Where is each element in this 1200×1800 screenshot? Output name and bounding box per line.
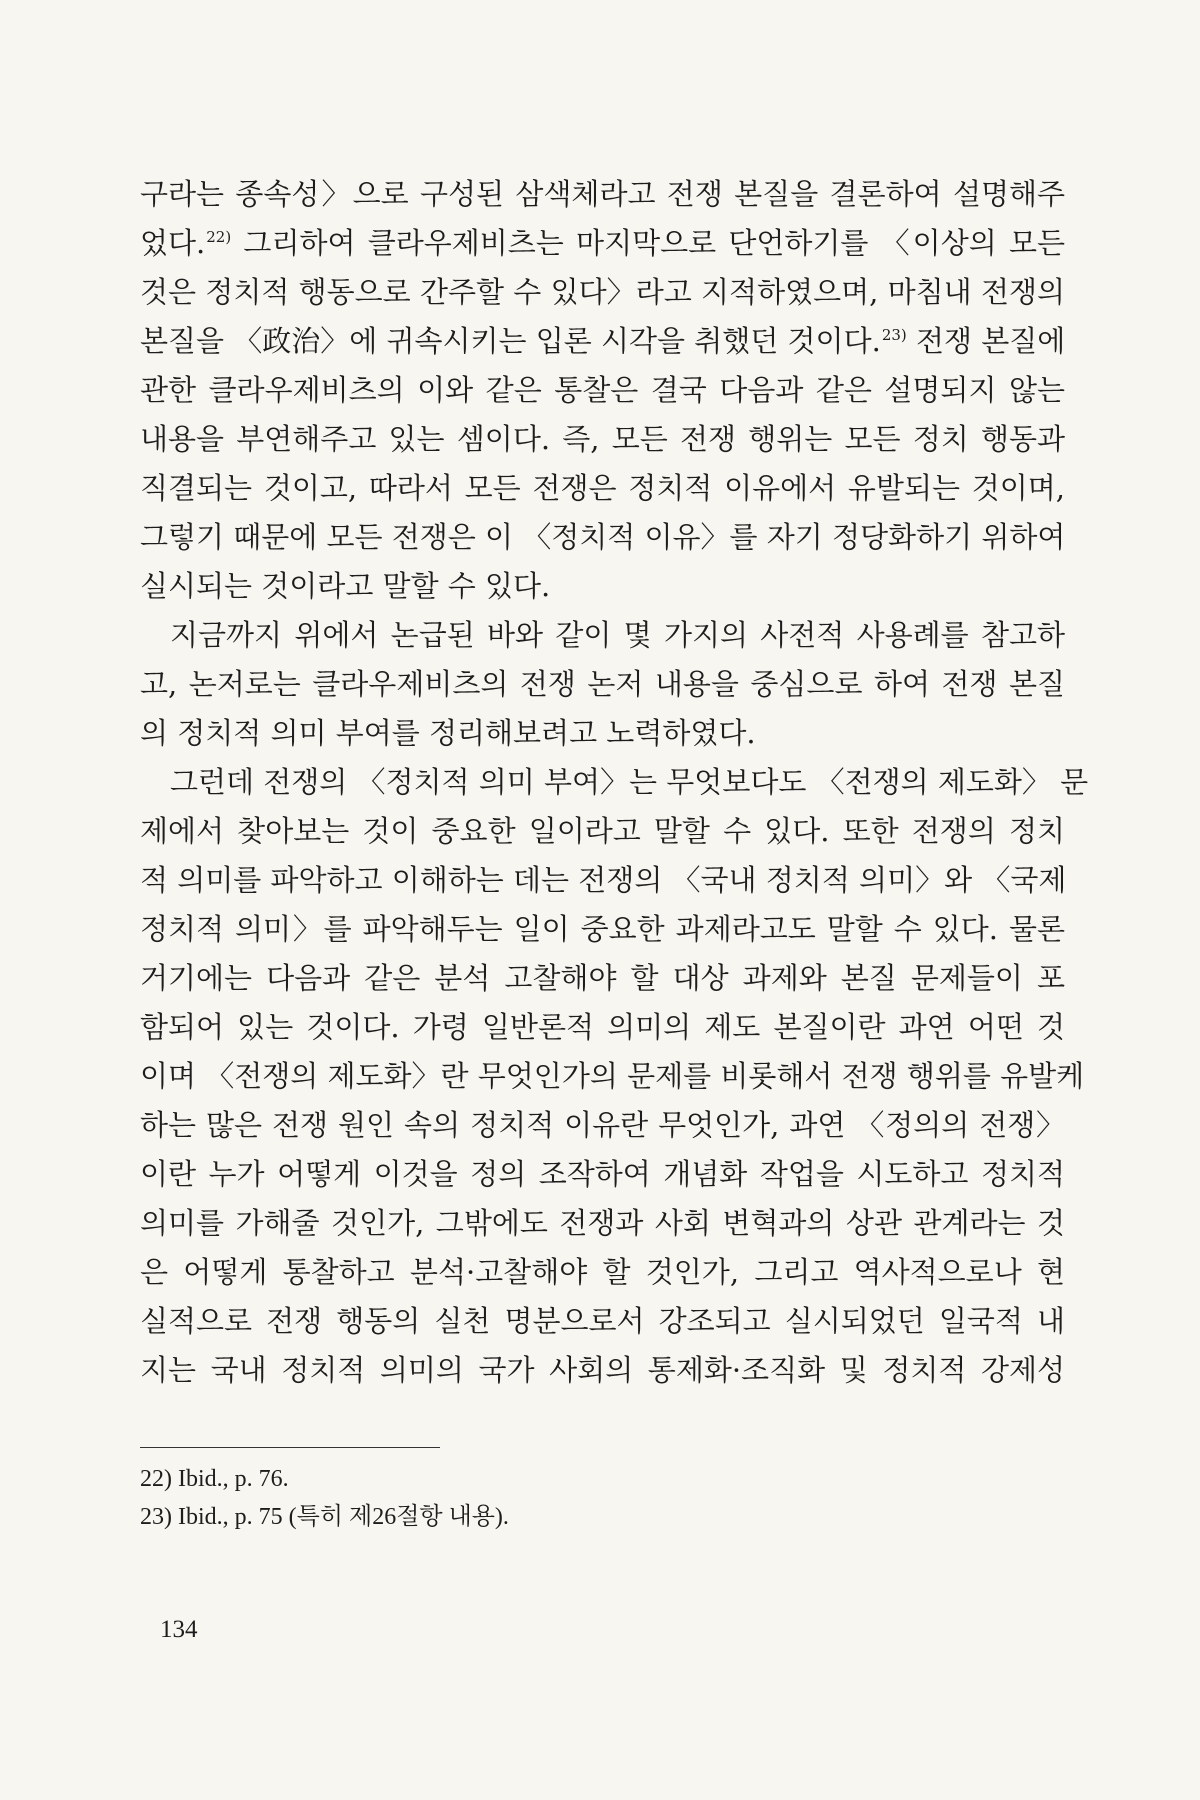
paragraph-1 (140, 170, 1065, 611)
body-text (140, 170, 1089, 1395)
paragraph-2 (140, 611, 1065, 758)
text-line: 그렇기 때문에 모든 전쟁은 이 〈정치적 이유〉를 자기 정당화하기 위하여 (140, 520, 1066, 554)
text-line: 지금까지 위에서 논급된 바와 같이 몇 가지의 사전적 사용례를 참고하 (170, 618, 1065, 652)
text-line: 지는 국내 정치적 의미의 국가 사회의 통제화·조직화 및 정치적 강제성 (140, 1353, 1065, 1387)
text-line: 의미를 가해줄 것인가, 그밖에도 전쟁과 사회 변혁과의 상관 관계라는 것 (140, 1206, 1065, 1240)
text-line: 이란 누가 어떻게 이것을 정의 조작하여 개념화 작업을 시도하고 정치적 (140, 1157, 1065, 1191)
text-line: 정치적 의미〉를 파악해두는 일이 중요한 과제라고도 말할 수 있다. 물론 (140, 912, 1065, 946)
text-line: 고, 논저로는 클라우제비츠의 전쟁 논저 내용을 중심으로 하여 전쟁 본질 (140, 667, 1065, 701)
footnote-divider (140, 1447, 440, 1448)
footnote-ref-22[interactable]: 22) (206, 228, 232, 247)
text-line: 구라는 종속성〉으로 구성된 삼색체라고 전쟁 본질을 결론하여 설명해주 (140, 177, 1065, 211)
text-line: 것은 정치적 행동으로 간주할 수 있다〉라고 지적하였으며, 마침내 전쟁의 (140, 275, 1065, 309)
text-line: 함되어 있는 것이다. 가령 일반론적 의미의 제도 본질이란 과연 어떤 것 (140, 1010, 1065, 1044)
footnote-22: 22) Ibid., p. 76. (140, 1466, 289, 1492)
page-number: 134 (160, 1616, 198, 1643)
text-line: 실적으로 전쟁 행동의 실천 명분으로서 강조되고 실시되었던 일국적 내 (140, 1304, 1065, 1338)
text-line: 내용을 부연해주고 있는 셈이다. 즉, 모든 전쟁 행위는 모든 정치 행동과 (140, 422, 1065, 456)
text-line (140, 219, 1065, 268)
text-line: 이며 〈전쟁의 제도화〉란 무엇인가의 문제를 비롯해서 전쟁 행위를 유발케 (140, 1059, 1085, 1093)
text-segment: 그리하여 클라우제비츠는 마지막으로 단언하기를 〈이상의 모든 (231, 226, 1065, 260)
footnote-ref-23[interactable]: 23) (881, 326, 907, 345)
text-line: 의 정치적 의미 부여를 정리해보려고 노력하였다. (140, 716, 756, 750)
text-segment: 전쟁 본질에 (906, 324, 1066, 358)
text-line: 관한 클라우제비츠의 이와 같은 통찰은 결국 다음과 같은 설명되지 않는 (140, 373, 1065, 407)
footnote-23: 23) Ibid., p. 75 (특히 제26절항 내용). (140, 1504, 509, 1530)
text-line: 제에서 찾아보는 것이 중요한 일이라고 말할 수 있다. 또한 전쟁의 정치 (140, 814, 1065, 848)
text-line (140, 317, 1065, 366)
text-segment: 었다. (140, 226, 206, 260)
text-line: 적 의미를 파악하고 이해하는 데는 전쟁의 〈국내 정치적 의미〉와 〈국제 (140, 863, 1067, 897)
text-line: 하는 많은 전쟁 원인 속의 정치적 이유란 무엇인가, 과연 〈정의의 전쟁〉 (140, 1108, 1065, 1142)
text-segment: 본질을 〈政治〉에 귀속시키는 입론 시각을 취했던 것이다. (140, 324, 881, 358)
text-line: 거기에는 다음과 같은 분석 고찰해야 할 대상 과제와 본질 문제들이 포 (140, 961, 1065, 995)
text-line: 그런데 전쟁의 〈정치적 의미 부여〉는 무엇보다도 〈전쟁의 제도화〉 문 (170, 765, 1089, 799)
text-line: 직결되는 것이고, 따라서 모든 전쟁은 정치적 이유에서 유발되는 것이며, (140, 471, 1065, 505)
text-line: 은 어떻게 통찰하고 분석·고찰해야 할 것인가, 그리고 역사적으로나 현 (140, 1255, 1065, 1289)
footnotes (140, 1460, 840, 1536)
text-line: 실시되는 것이라고 말할 수 있다. (140, 569, 551, 603)
paragraph-3 (140, 758, 1089, 1395)
